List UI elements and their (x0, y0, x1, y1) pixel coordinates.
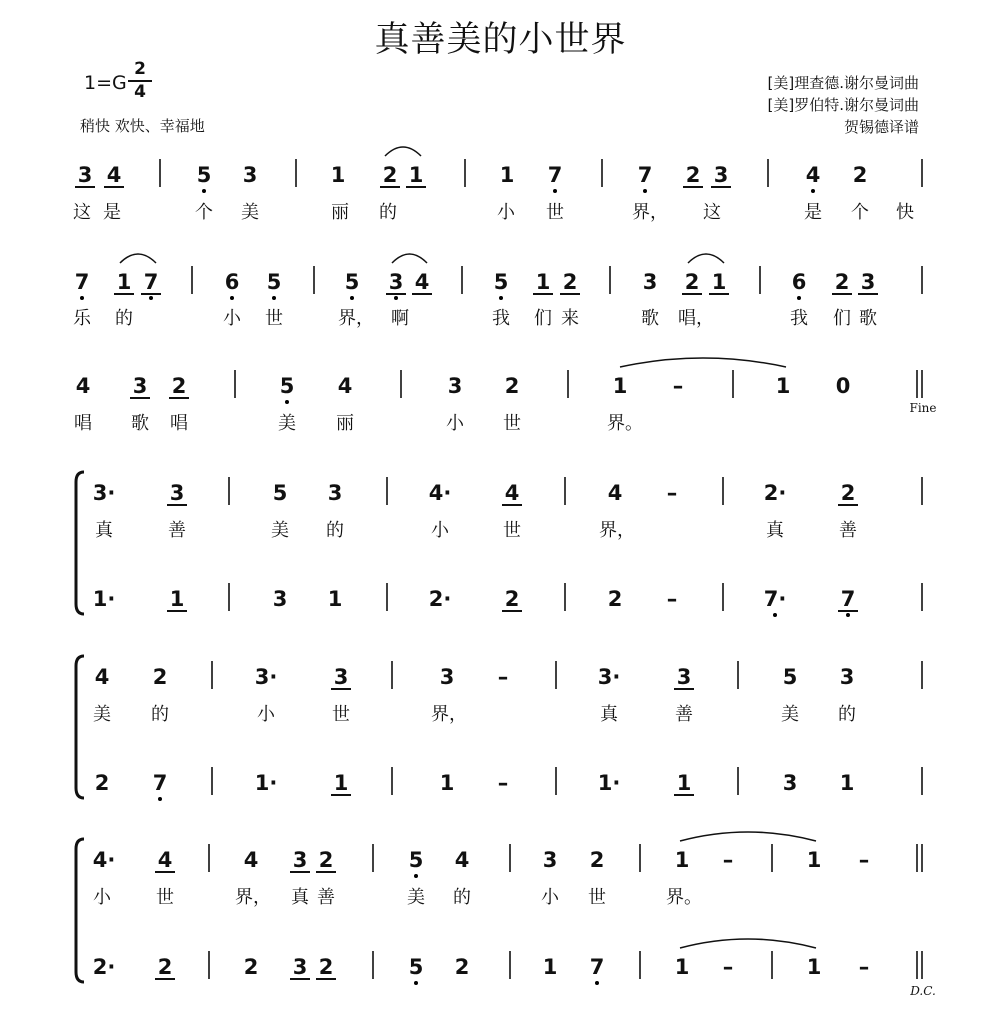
note: 6 (224, 270, 240, 294)
lyric-syllable: 世 (546, 202, 564, 223)
lyric-syllable: 界， (599, 520, 635, 541)
lyric-syllable: 唱 (74, 413, 92, 434)
lyric-syllable: 唱 (170, 413, 188, 434)
lyric-syllable: 丽 (336, 413, 354, 434)
note: 5 (408, 848, 424, 872)
note: 2 (382, 163, 398, 187)
note: 2 (562, 270, 578, 294)
lyric-syllable: 真 (291, 887, 309, 908)
note: 1 (535, 270, 551, 294)
tie-slur (688, 254, 724, 263)
note: 1 (806, 848, 822, 872)
note: 2 (504, 374, 520, 398)
note: 4 (504, 481, 520, 505)
note: 1· (254, 771, 278, 795)
note: 2· (92, 955, 116, 979)
note: 1· (92, 587, 116, 611)
note: 2 (589, 848, 605, 872)
note: 3 (388, 270, 404, 294)
note: 1 (711, 270, 727, 294)
note: 1 (775, 374, 791, 398)
note: 3 (642, 270, 658, 294)
octave-dot-below (285, 400, 289, 404)
lyric-syllable: 我 (492, 308, 510, 329)
note: 5 (493, 270, 509, 294)
lyric-syllable: 小 (446, 413, 464, 434)
lyric-syllable: 世 (588, 887, 606, 908)
note: 3 (292, 955, 308, 979)
note: 7 (143, 270, 159, 294)
lyric-syllable: 美 (781, 704, 799, 725)
lyric-syllable: 界， (235, 887, 271, 908)
octave-dot-below (595, 981, 599, 985)
lyric-syllable: 这 (73, 202, 91, 223)
note: 5 (266, 270, 282, 294)
lyric-syllable: 歌 (641, 308, 659, 329)
note: 4 (607, 481, 623, 505)
lyric-syllable: 界。 (607, 413, 643, 434)
lyric-syllable: 是 (804, 202, 822, 223)
note: 7 (152, 771, 168, 795)
note: 6 (791, 270, 807, 294)
note: 1 (839, 771, 855, 795)
lyric-syllable: 界， (431, 704, 467, 725)
lyric-syllable: 们 (534, 308, 552, 329)
note: 4 (243, 848, 259, 872)
note: 2 (94, 771, 110, 795)
note: – (666, 587, 678, 611)
note: 0 (835, 374, 851, 398)
fine-marking: Fine (909, 401, 937, 415)
lyric-syllable: 真 (95, 520, 113, 541)
note: 4 (454, 848, 470, 872)
note: 4· (428, 481, 452, 505)
note: 2 (504, 587, 520, 611)
note: – (672, 374, 684, 398)
octave-dot-below (553, 189, 557, 193)
lyric-syllable: 界， (338, 308, 374, 329)
note: 4 (106, 163, 122, 187)
note: 1 (674, 848, 690, 872)
lyric-syllable: 的 (838, 704, 856, 725)
lyric-syllable: 小 (541, 887, 559, 908)
note: 3 (77, 163, 93, 187)
note: 1 (612, 374, 628, 398)
note: – (497, 771, 509, 795)
note: 2 (157, 955, 173, 979)
tie-slur (680, 939, 816, 948)
lyric-syllable: 们 (833, 308, 851, 329)
lyric-syllable: 是 (103, 202, 121, 223)
octave-dot-below (158, 797, 162, 801)
lyric-syllable: 小 (497, 202, 515, 223)
note: – (497, 665, 509, 689)
octave-dot-below (797, 296, 801, 300)
octave-dot-below (202, 189, 206, 193)
lyric-syllable: 的 (326, 520, 344, 541)
note: – (722, 848, 734, 872)
part-bracket (76, 472, 84, 614)
note: 1 (499, 163, 515, 187)
note: 2 (318, 848, 334, 872)
lyric-syllable: 小 (93, 887, 111, 908)
lyric-syllable: 小 (257, 704, 275, 725)
credit-line-1: [美]理查德.谢尔曼词曲 (767, 74, 919, 92)
lyric-syllable: 啊 (391, 308, 409, 329)
octave-dot-below (773, 613, 777, 617)
note: 5 (408, 955, 424, 979)
note: 1 (806, 955, 822, 979)
lyric-syllable: 界。 (666, 887, 702, 908)
note: 5 (344, 270, 360, 294)
tie-slur (620, 358, 786, 367)
note: 1 (542, 955, 558, 979)
note: 2 (171, 374, 187, 398)
note: 7 (840, 587, 856, 611)
lyric-syllable: 的 (151, 704, 169, 725)
note: 7· (763, 587, 787, 611)
octave-dot-below (643, 189, 647, 193)
lyric-syllable: 的 (115, 308, 133, 329)
lyric-syllable: 美 (278, 413, 296, 434)
lyric-syllable: 这 (703, 202, 721, 223)
note: 7 (547, 163, 563, 187)
note: 4 (337, 374, 353, 398)
note: 5 (279, 374, 295, 398)
lyric-syllable: 的 (453, 887, 471, 908)
note: 3· (92, 481, 116, 505)
note: 5 (782, 665, 798, 689)
credit-line-3: 贺锡德译谱 (843, 118, 919, 136)
note: 3· (254, 665, 278, 689)
note: 2· (763, 481, 787, 505)
lyric-syllable: 世 (265, 308, 283, 329)
lyric-syllable: 美 (407, 887, 425, 908)
note: 3 (333, 665, 349, 689)
note: 3 (169, 481, 185, 505)
tie-slur (392, 254, 427, 263)
note: 3 (860, 270, 876, 294)
note: 2 (834, 270, 850, 294)
lyric-syllable: 来 (561, 308, 579, 329)
note: 1 (116, 270, 132, 294)
part-bracket (76, 656, 84, 798)
note: 4 (157, 848, 173, 872)
note: 1 (674, 955, 690, 979)
note: 1 (333, 771, 349, 795)
note: 3 (272, 587, 288, 611)
note: 1 (408, 163, 424, 187)
note: 3 (439, 665, 455, 689)
note: 2 (454, 955, 470, 979)
lyric-syllable: 个 (851, 202, 869, 223)
note: 2· (428, 587, 452, 611)
note: 1 (439, 771, 455, 795)
note: 2 (607, 587, 623, 611)
note: 3 (782, 771, 798, 795)
note: 3 (242, 163, 258, 187)
lyric-syllable: 善 (317, 887, 335, 908)
note: – (666, 481, 678, 505)
note: 5 (272, 481, 288, 505)
note: 3· (597, 665, 621, 689)
lyric-syllable: 真 (600, 704, 618, 725)
note: 1 (676, 771, 692, 795)
lyric-syllable: 乐 (73, 308, 91, 329)
note: 7 (589, 955, 605, 979)
octave-dot-below (846, 613, 850, 617)
lyric-syllable: 世 (503, 520, 521, 541)
note: 4 (805, 163, 821, 187)
note: 2 (152, 665, 168, 689)
lyric-syllable: 歌 (131, 413, 149, 434)
key-signature: 1=G (84, 72, 127, 94)
note: 3 (676, 665, 692, 689)
note: 2 (318, 955, 334, 979)
note: – (722, 955, 734, 979)
octave-dot-below (80, 296, 84, 300)
note: 3 (327, 481, 343, 505)
lyric-syllable: 真 (766, 520, 784, 541)
lyric-syllable: 个 (195, 202, 213, 223)
note: 7 (637, 163, 653, 187)
lyric-syllable: 美 (93, 704, 111, 725)
lyric-syllable: 善 (675, 704, 693, 725)
note: – (858, 848, 870, 872)
note: 3 (292, 848, 308, 872)
lyric-syllable: 丽 (331, 202, 349, 223)
note: 4· (92, 848, 116, 872)
octave-dot-below (272, 296, 276, 300)
note: 3 (132, 374, 148, 398)
lyric-syllable: 界， (632, 202, 668, 223)
note: 2 (840, 481, 856, 505)
lyric-syllable: 我 (790, 308, 808, 329)
note: 2 (852, 163, 868, 187)
octave-dot-below (811, 189, 815, 193)
note: – (858, 955, 870, 979)
note: 1 (327, 587, 343, 611)
note: 4 (414, 270, 430, 294)
lyric-syllable: 的 (379, 202, 397, 223)
lyric-syllable: 快 (896, 202, 914, 223)
note: 3 (447, 374, 463, 398)
note: 4 (75, 374, 91, 398)
lyric-syllable: 世 (503, 413, 521, 434)
note: 2 (684, 270, 700, 294)
note: 1 (169, 587, 185, 611)
credit-line-2: [美]罗伯特.谢尔曼词曲 (767, 96, 919, 114)
note: 2 (243, 955, 259, 979)
song-title: 真善美的小世界 (374, 20, 627, 60)
lyric-syllable: 唱， (678, 308, 714, 329)
part-bracket (76, 839, 84, 982)
tempo-marking: 稍快 欢快、幸福地 (80, 117, 205, 135)
tie-slur (680, 832, 816, 841)
tie-slur (120, 254, 156, 263)
note: 2 (685, 163, 701, 187)
time-sig-top: 2 (134, 59, 146, 79)
tie-slur (385, 147, 421, 156)
octave-dot-below (350, 296, 354, 300)
lyric-syllable: 歌 (859, 308, 877, 329)
note: 1 (330, 163, 346, 187)
octave-dot-below (414, 874, 418, 878)
lyric-syllable: 美 (241, 202, 259, 223)
octave-dot-below (394, 296, 398, 300)
time-sig-bottom: 4 (134, 82, 146, 102)
note: 3 (542, 848, 558, 872)
lyric-syllable: 善 (168, 520, 186, 541)
lyric-syllable: 善 (839, 520, 857, 541)
note: 3 (839, 665, 855, 689)
note: 7 (74, 270, 90, 294)
octave-dot-below (230, 296, 234, 300)
octave-dot-below (414, 981, 418, 985)
note: 1· (597, 771, 621, 795)
lyric-syllable: 世 (332, 704, 350, 725)
note: 3 (713, 163, 729, 187)
octave-dot-below (499, 296, 503, 300)
octave-dot-below (149, 296, 153, 300)
lyric-syllable: 世 (156, 887, 174, 908)
note: 4 (94, 665, 110, 689)
dc-marking: D.C. (910, 984, 936, 998)
lyric-syllable: 小 (223, 308, 241, 329)
lyric-syllable: 小 (431, 520, 449, 541)
note: 5 (196, 163, 212, 187)
lyric-syllable: 美 (271, 520, 289, 541)
